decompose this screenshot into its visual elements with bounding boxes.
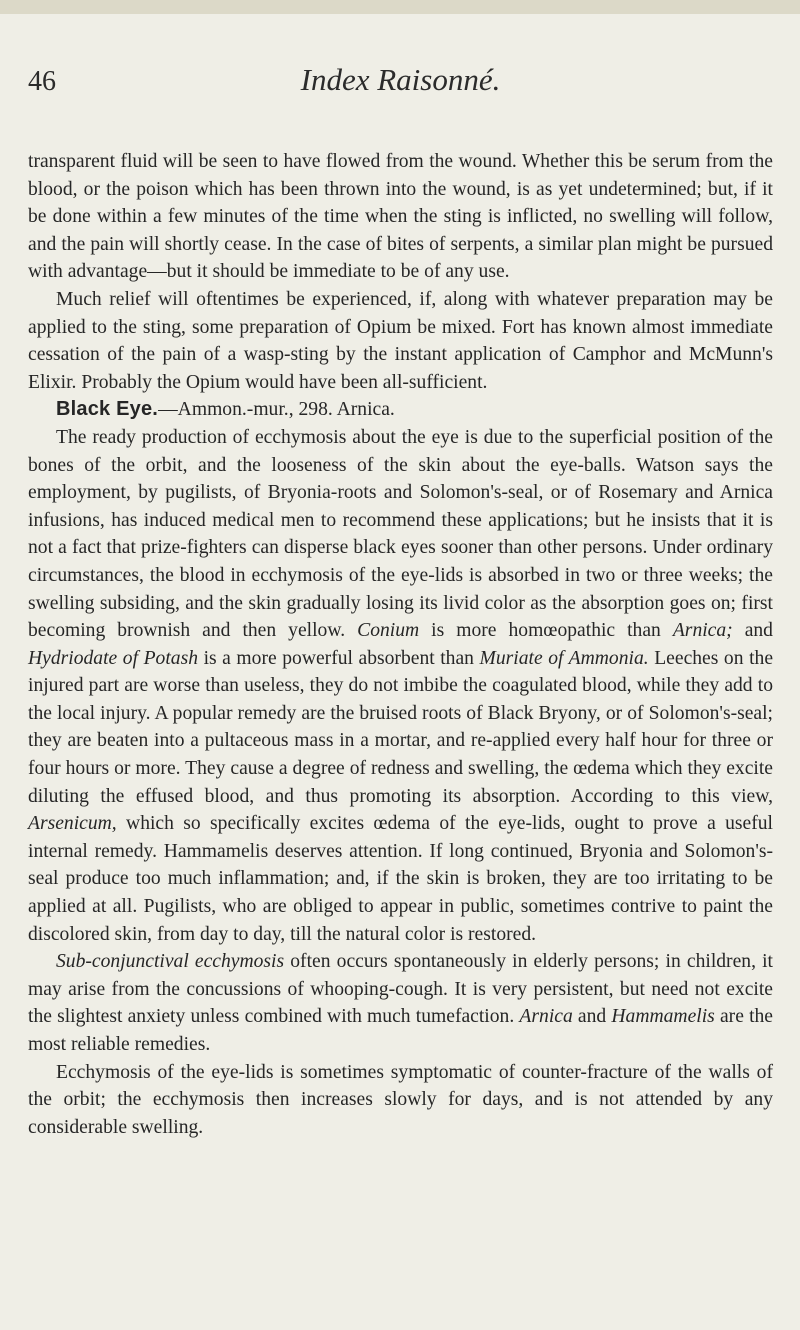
italic-term: Muriate of Ammonia.	[479, 647, 649, 669]
paragraph-text: often occurs spontaneously in elderly persons; in children, it may arise from the concussions of whooping-cough. It is very persistent, but need not excite the slightest anxiety unless combined with much tumefaction.	[28, 951, 773, 1028]
paragraph-text: is a more powerful absorbent than	[198, 647, 480, 669]
italic-term: Conium	[357, 620, 420, 642]
italic-term: Arsenicum,	[28, 813, 117, 835]
paragraph-text: Leeches on the injured part are worse than useless, they do not imbibe the coagulated blood, while they add to the local injury. A popular remedy are the bruised roots of Black Bryony, or of Solomon's-seal; they are beaten into a pultaceous mass in a mortar, and re-applied every half hour for three or four hours or more. They cause a degree of redness and swelling, the œdema which they excite diluting the effused blood, and thus promoting its absorption. According to this view,	[28, 647, 774, 807]
italic-term: Sub-conjunctival ecchymosis	[56, 951, 285, 973]
page-number: 46	[28, 66, 56, 97]
paragraph-text: are the most reliable remedies.	[28, 1006, 774, 1055]
paragraph-text: is more homœopathic than	[419, 620, 673, 642]
page-edge-discoloration	[0, 0, 800, 14]
paragraph-opium-relief: Much relief will oftentimes be experienced, if, along with whatever preparation may be applied to the sting, some preparation of Opium be mixed. Fort has known almost immediate cessation of the pain of a wasp-sting by the instant application of Camphor and McMunn's Elixir. Probably the Opium would have been all-sufficient.	[28, 288, 773, 393]
paragraph-text: The ready production of ecchymosis about the eye is due to the superficial position of the bones of the orbit, and the looseness of the skin about the eye-balls. Watson says the employment, by pugilists, of Bryonia-roots and Solomon's-seal, or of Rosemary and Arnica infusions, has induced medical men to recommend these applications; but he insists that it is not a fact that prize-fighters can disperse black eyes sooner than other persons. Under ordinary circumstances, the blood in ecchymosis of the eye-lids is absorbed in two or three weeks; the swelling subsiding, and the skin gradually losing its livid color as the absorption goes on; first becoming brownish and then yellow.	[28, 426, 773, 642]
paragraph-text: and	[732, 620, 773, 642]
paragraph-text: and	[572, 1006, 612, 1028]
running-title: Index Raisonné.	[300, 62, 501, 97]
entry-black-eye	[28, 396, 773, 424]
entry-title: Black Eye.	[56, 398, 159, 421]
italic-term: Hammamelis	[611, 1006, 715, 1028]
entry-references: —Ammon.-mur., 298. Arnica.	[158, 399, 395, 421]
page-header	[28, 62, 773, 112]
italic-term: Arnica;	[672, 620, 733, 642]
italic-term: Arnica	[519, 1006, 573, 1028]
paragraph-sting-treatment: transparent fluid will be seen to have flowed from the wound. Whether this be serum from the blood, or the poison which has been thrown into the wound, is as yet undetermined; but, if it be done within a few minutes of the time when the sting is inflicted, no swelling will follow, and the pain will shortly cease. In the case of bites of serpents, a similar plan might be pursued with advantage—but it should be immediate to be of any use.	[28, 151, 773, 283]
paragraph-counter-fracture: Ecchymosis of the eye-lids is sometimes symptomatic of counter-fracture of the walls of the orbit; the ecchymosis then increases slowly for days, and is not attended by any considerable swelling.	[28, 1061, 773, 1138]
body-text	[28, 148, 773, 1141]
paragraph-ecchymosis-eye	[28, 424, 773, 948]
italic-term: Hydriodate of Potash	[28, 647, 199, 669]
paragraph-text: which so specifically excites œdema of the eye-lids, ought to prove a useful internal remedy. Hammamelis deserves attention. If long continued, Bryonia and Solomon's-seal produce too much inflammation; and, if the skin is broken, they are too irritating to be applied at all. Pugilists, who are obliged to appear in public, sometimes contrive to paint the discolored skin, from day to day, till the natural color is restored.	[28, 813, 773, 945]
paragraph-sub-conjunctival	[28, 948, 773, 1058]
